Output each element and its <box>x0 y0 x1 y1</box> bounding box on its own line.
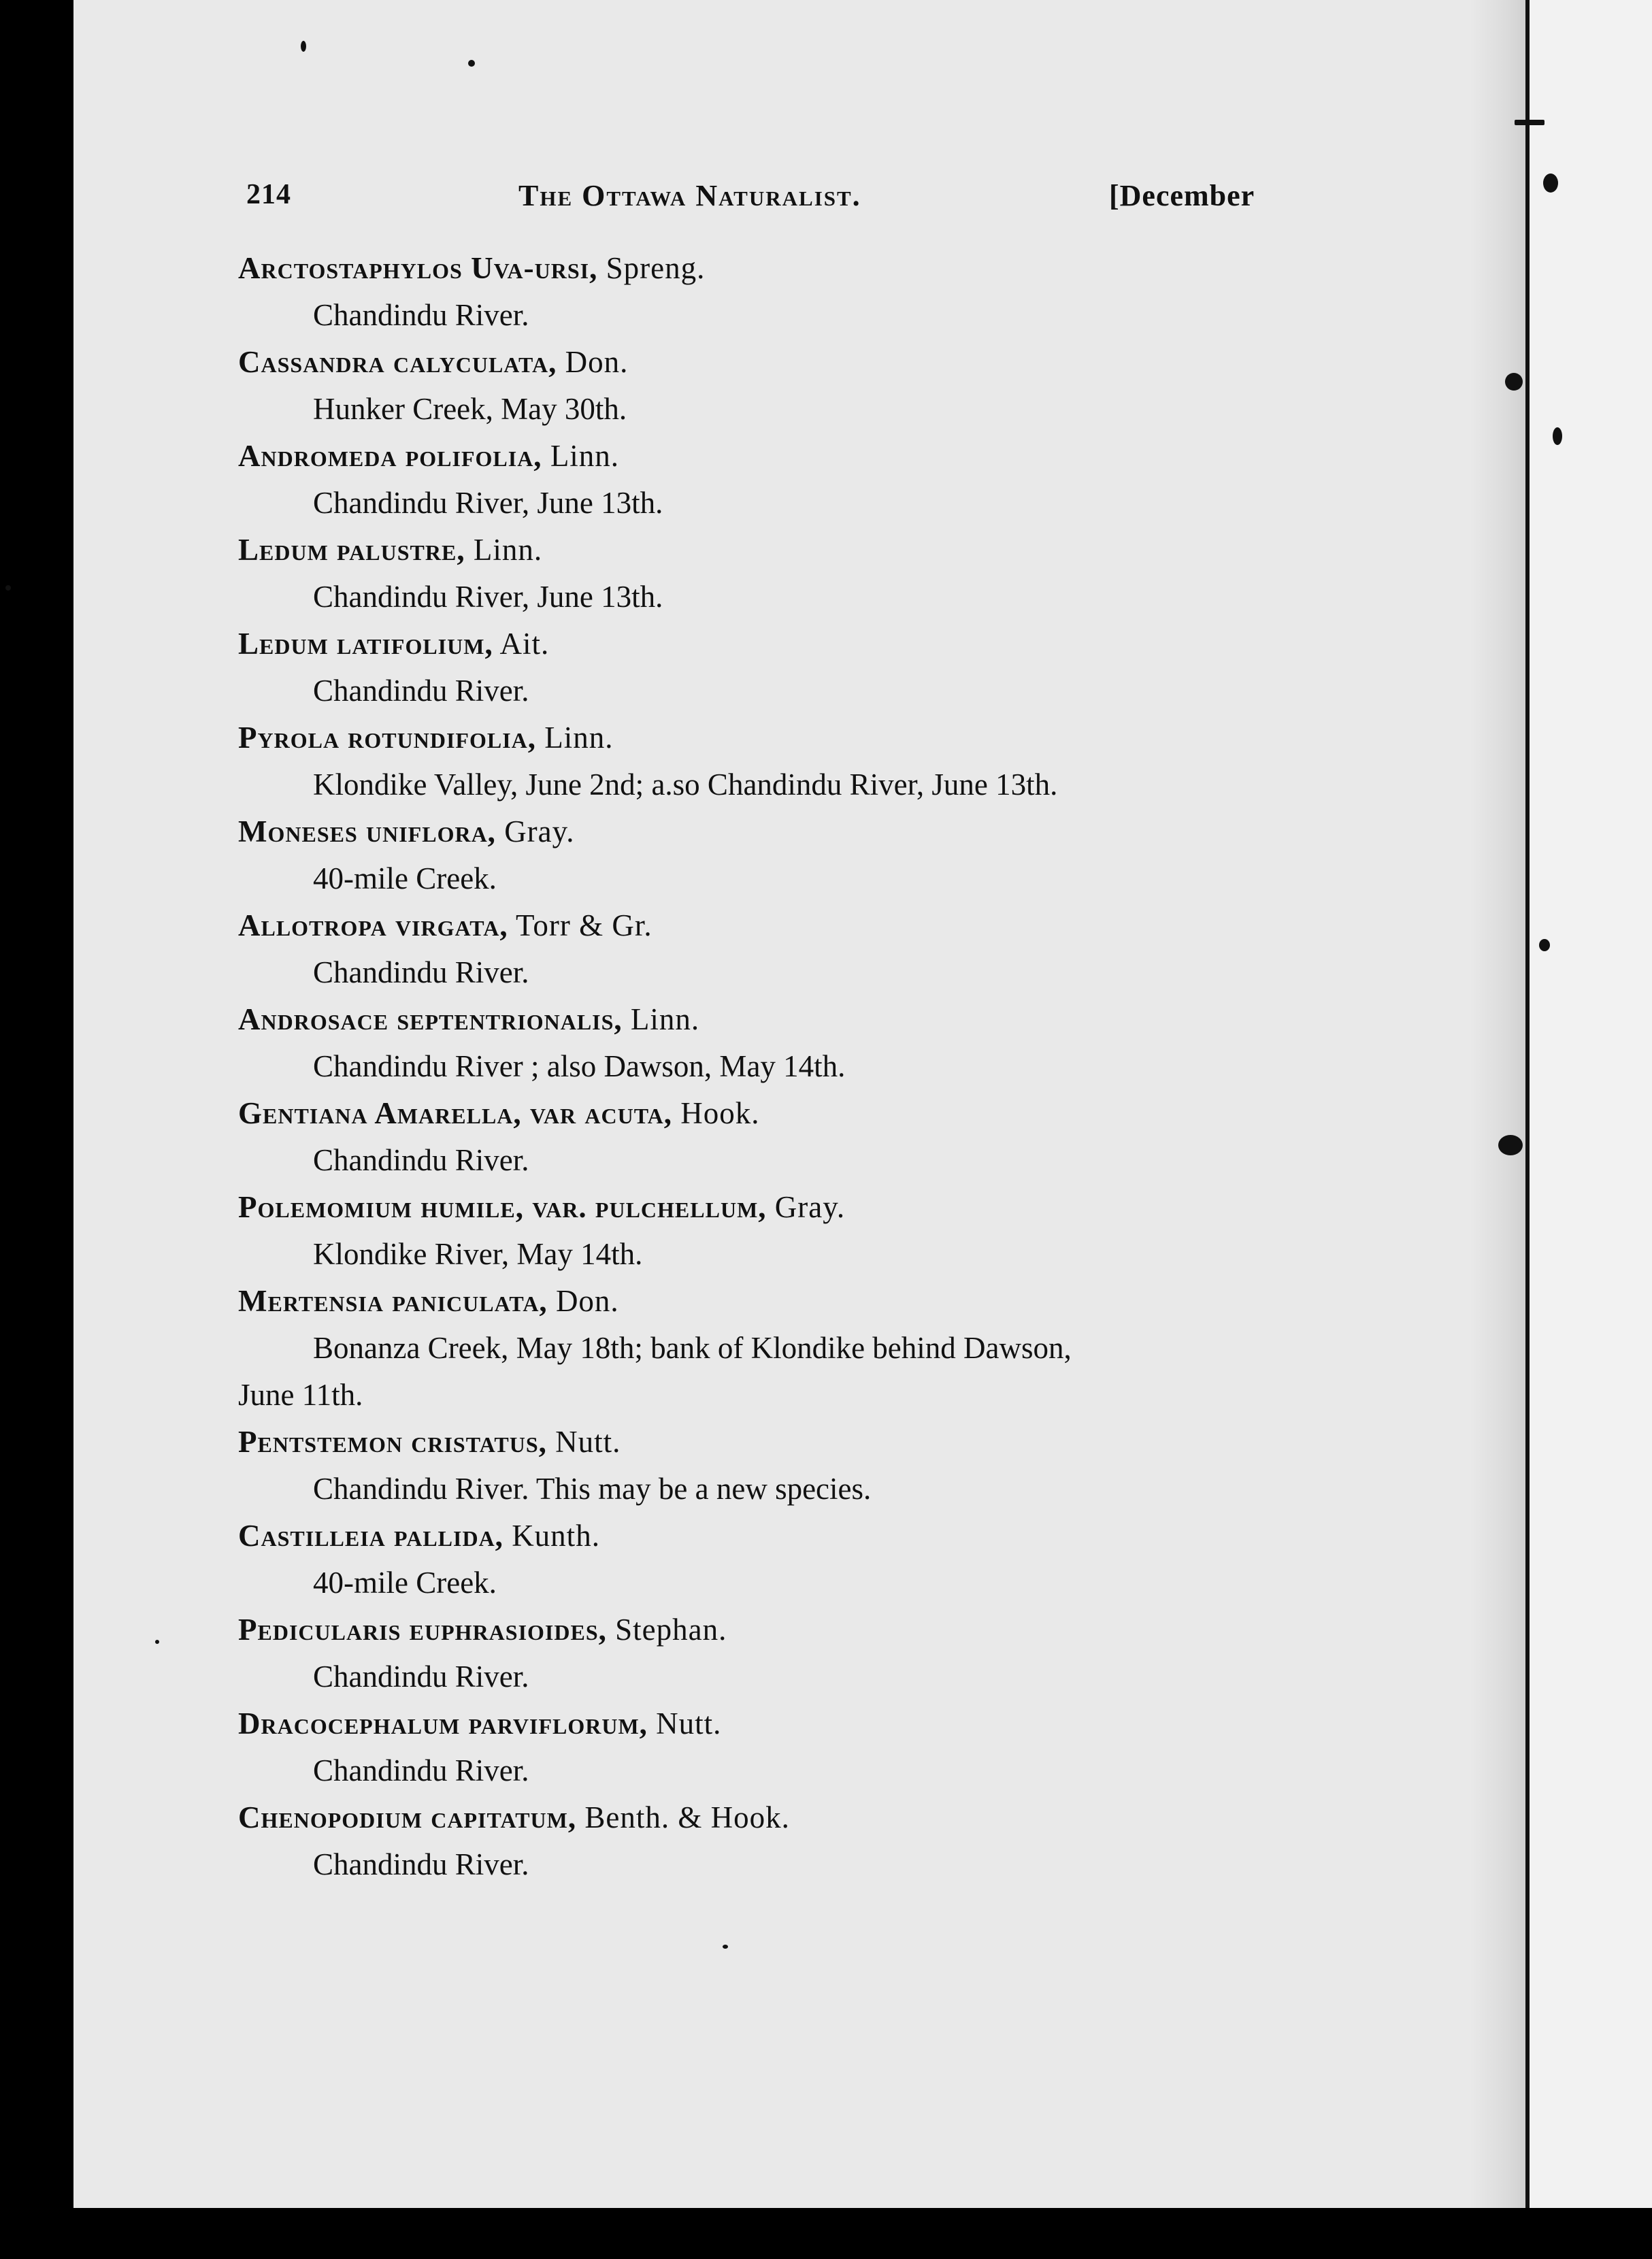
species-entry <box>238 902 1313 996</box>
scan-speck <box>1553 427 1562 445</box>
species-entry <box>238 245 1313 339</box>
species-authority: Kunth. <box>503 1519 600 1553</box>
journal-title: The Ottawa Naturalist. <box>518 179 861 212</box>
species-name: Dracocephalum parviflorum, Nutt. <box>238 1706 722 1741</box>
species-name: Moneses uniflora, Gray. <box>238 814 575 848</box>
scan-speck <box>1505 373 1523 391</box>
species-authority: Linn. <box>542 439 620 473</box>
species-authority: Don. <box>547 1284 619 1318</box>
locality: Chandindu River. <box>313 1660 529 1694</box>
species-entry <box>238 808 1313 902</box>
page-header <box>0 178 1652 219</box>
species-entry <box>238 527 1313 621</box>
adjacent-page-edge <box>1530 0 1652 2208</box>
species-name: Pentstemon cristatus, Nutt. <box>238 1425 621 1459</box>
species-authority: Stephan. <box>606 1613 727 1647</box>
locality: Chandindu River, June 13th. <box>313 580 663 614</box>
scan-speck <box>1539 939 1550 951</box>
species-name: Pyrola rotundifolia, Linn. <box>238 721 614 755</box>
species-name: Gentiana Amarella, var acuta, Hook. <box>238 1096 760 1130</box>
species-entry <box>238 996 1313 1090</box>
species-entry <box>238 621 1313 714</box>
species-authority: Hook. <box>672 1096 760 1130</box>
species-entry <box>238 1606 1313 1700</box>
page-number: 214 <box>246 179 291 210</box>
species-name: Androsace septentrionalis, Linn. <box>238 1002 700 1036</box>
species-name: Ledum latifolium, Ait. <box>238 627 550 661</box>
species-authority: Torr & Gr. <box>508 908 652 942</box>
locality: Chandindu River. <box>313 674 529 708</box>
species-entry <box>238 714 1313 808</box>
species-entry <box>238 1184 1313 1278</box>
scan-speck <box>1515 120 1544 125</box>
locality: Chandindu River. This may be a new species. <box>313 1472 872 1506</box>
scan-speck <box>468 60 475 67</box>
species-name: Polemomium humile, var. pulchellum, Gray. <box>238 1190 846 1224</box>
scan-left-margin <box>0 0 73 2259</box>
species-authority: Linn. <box>622 1002 700 1036</box>
species-name: Pedicularis euphrasioides, Stephan. <box>238 1613 727 1647</box>
species-authority: Don. <box>557 345 629 379</box>
species-entry <box>238 1513 1313 1606</box>
scan-speck <box>723 1945 728 1949</box>
locality: Chandindu River. <box>313 955 529 989</box>
species-authority: Ait. <box>493 627 550 661</box>
species-authority: Linn. <box>536 721 614 755</box>
species-name: Arctostaphylos Uva-ursi, Spreng. <box>238 251 706 285</box>
locality: Chandindu River. <box>313 298 529 332</box>
species-name: Andromeda polifolia, Linn. <box>238 439 620 473</box>
species-authority: Nutt. <box>647 1706 722 1741</box>
species-name: Chenopodium capitatum, Benth. & Hook. <box>238 1800 790 1834</box>
species-authority: Linn. <box>465 533 543 567</box>
locality: Chandindu River. <box>313 1847 529 1881</box>
species-entry <box>238 1278 1313 1419</box>
locality: Klondike Valley, June 2nd; a.so Chandindu River, June 13th. <box>313 768 1058 802</box>
species-entry <box>238 339 1313 433</box>
page-fold-shadow <box>1470 0 1531 2208</box>
species-list <box>238 245 1313 1888</box>
locality: Chandindu River. <box>313 1143 529 1177</box>
locality: Chandindu River, June 13th. <box>313 486 663 520</box>
species-authority: Gray. <box>495 814 575 848</box>
locality: Bonanza Creek, May 18th; bank of Klondike behind Dawson, <box>313 1331 1072 1365</box>
species-entry <box>238 1700 1313 1794</box>
locality: Hunker Creek, May 30th. <box>313 392 627 426</box>
species-name: Allotropa virgata, Torr & Gr. <box>238 908 652 942</box>
species-entry <box>238 1090 1313 1184</box>
locality: Chandindu River ; also Dawson, May 14th. <box>313 1049 846 1083</box>
locality: Klondike River, May 14th. <box>313 1237 643 1271</box>
species-entry <box>238 433 1313 527</box>
scan-speck <box>5 585 11 591</box>
species-name: Mertensia paniculata, Don. <box>238 1284 619 1318</box>
species-authority: Spreng. <box>597 251 706 285</box>
species-name: Ledum palustre, Linn. <box>238 533 543 567</box>
locality-continuation: June 11th. <box>238 1378 363 1412</box>
locality: 40-mile Creek. <box>313 1566 497 1600</box>
scan-bottom-margin <box>0 2208 1652 2259</box>
locality: Chandindu River. <box>313 1753 529 1787</box>
species-entry <box>238 1419 1313 1513</box>
species-authority: Benth. & Hook. <box>576 1800 790 1834</box>
issue-month: [December <box>1109 179 1255 212</box>
scan-speck <box>155 1640 159 1644</box>
locality: 40-mile Creek. <box>313 861 497 895</box>
species-entry <box>238 1794 1313 1888</box>
species-authority: Nutt. <box>546 1425 621 1459</box>
species-name: Cassandra calyculata, Don. <box>238 345 629 379</box>
scan-speck <box>1498 1135 1523 1155</box>
species-authority: Gray. <box>766 1190 846 1224</box>
scan-speck <box>301 41 306 52</box>
species-name: Castilleia pallida, Kunth. <box>238 1519 600 1553</box>
